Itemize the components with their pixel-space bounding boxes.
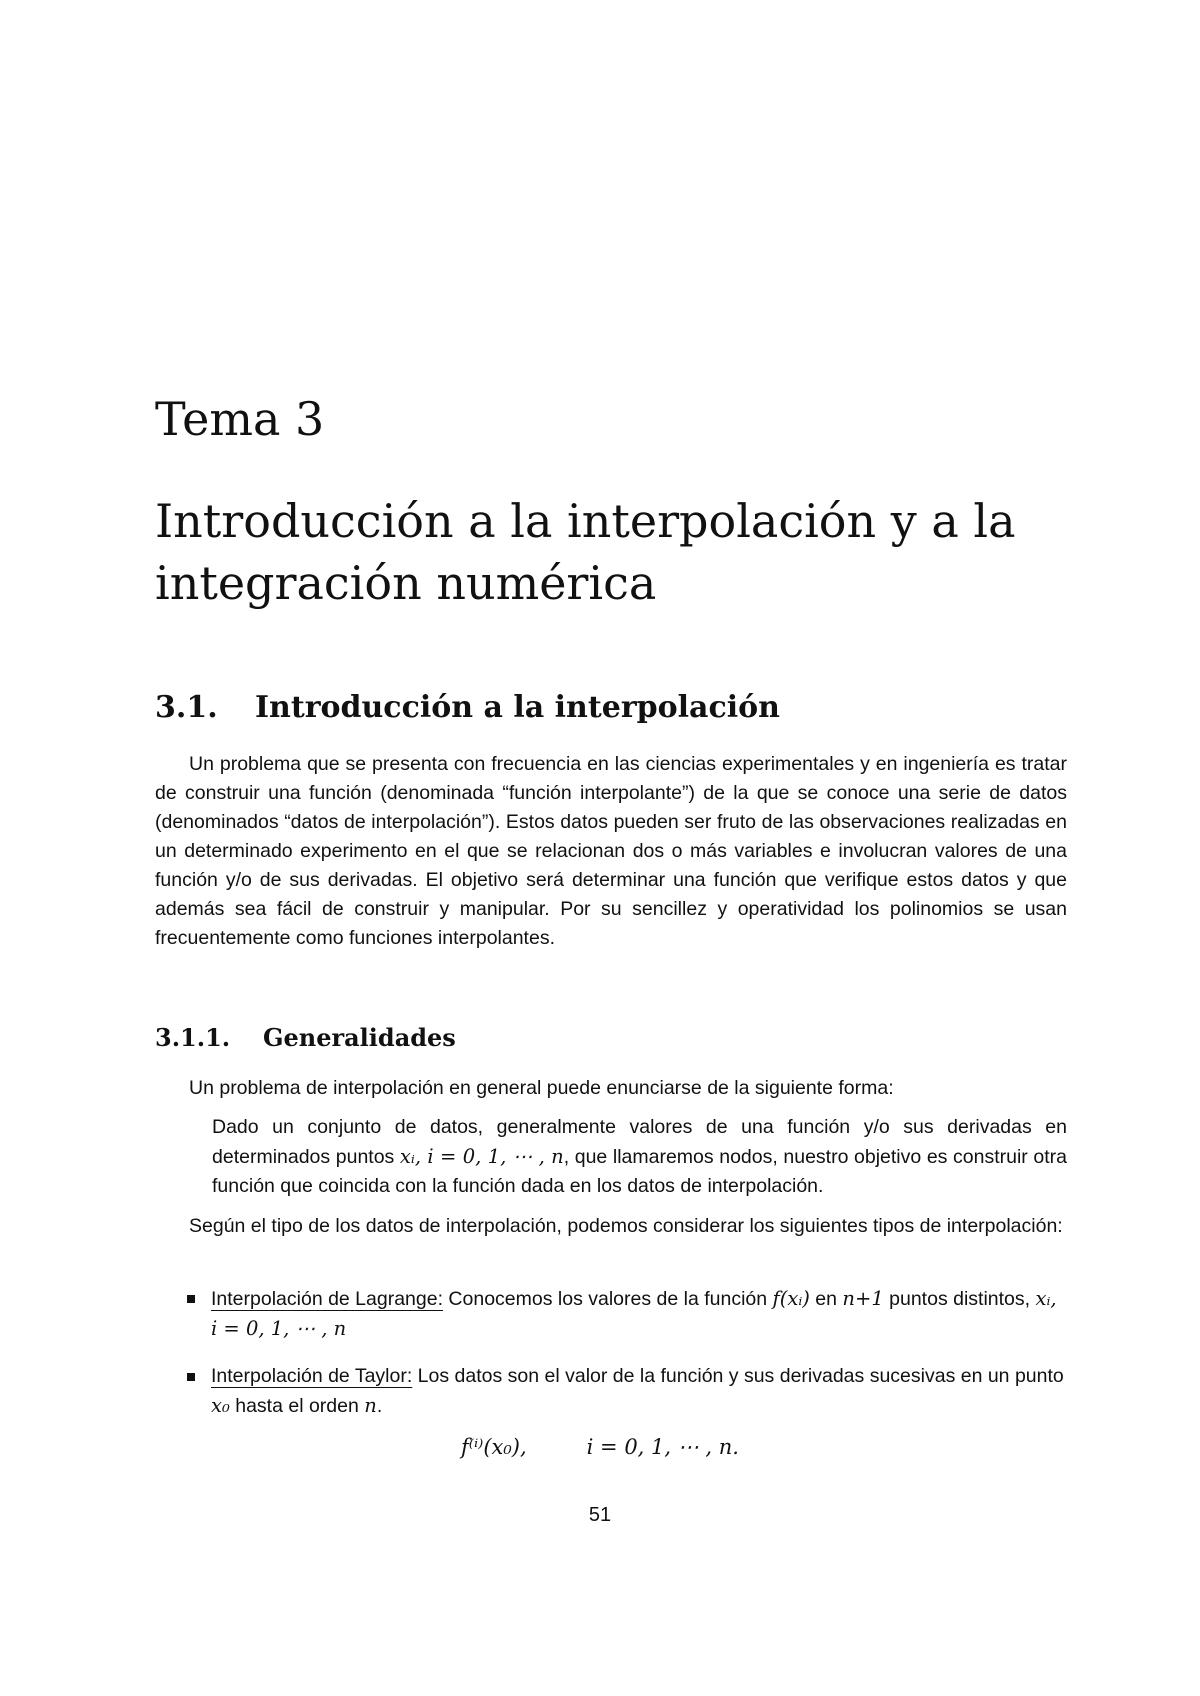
lagrange-text-2: en — [809, 1288, 843, 1310]
lagrange-math-3: xᵢ, i = 0, 1, ⋯ , n — [211, 1287, 1057, 1340]
list-item-lagrange — [155, 1284, 1067, 1344]
lagrange-text-3: puntos distintos, — [883, 1288, 1036, 1310]
display-formula — [0, 1435, 1200, 1460]
definition-text-2: , que llamaremos nodos, nuestro objetivo es construir otra función que coincida con la función dada en los datos de interpolación. — [212, 1146, 1067, 1197]
types-intro: Según el tipo de los datos de interpolación, podemos considerar los siguientes tipos de interpolación: — [189, 1215, 1063, 1237]
taylor-math-1: x₀ — [211, 1394, 230, 1417]
section-number: 3.1. — [155, 690, 218, 725]
subsection-number: 3.1.1. — [155, 1023, 231, 1052]
section-paragraph: Un problema que se presenta con frecuencia en las ciencias experimentales y en ingeniería es tratar de construir una función (denominada “función interpolante”) de la que se conoce una serie de datos (denominados “datos de interpolación”). Estos datos pueden ser fruto de las observaciones realizadas en un determinado experimento en el que se relacionan dos o más variables e involucran valores de una función y/o de sus derivadas. El objetivo será determinar una función que verifique estos datos y que además sea fácil de construir y manipular. Por su sencillez y operatividad los polinomios se usan frecuentemente como funciones interpolantes. — [155, 753, 1067, 949]
section-heading — [155, 690, 780, 726]
lagrange-math-1: f(xᵢ) — [772, 1287, 810, 1310]
definition-text-1: Dado un conjunto de datos, generalmente valores de una función y/o sus derivadas en determinados puntos — [212, 1116, 1067, 1168]
lagrange-text-1: Conocemos los valores de la función — [443, 1288, 773, 1310]
taylor-math-2: n — [364, 1394, 377, 1417]
interpolation-types-list — [155, 1284, 1067, 1439]
square-bullet-icon — [187, 1373, 195, 1381]
taylor-term: Interpolación de Taylor: — [211, 1365, 413, 1387]
list-item-taylor — [155, 1362, 1067, 1421]
chapter-label: Tema 3 — [155, 392, 325, 446]
definition-block — [212, 1113, 1067, 1201]
section-title: Introducción a la interpolación — [255, 690, 780, 725]
formula-left: f⁽ⁱ⁾(x₀), — [461, 1435, 527, 1459]
lagrange-math-2: n+1 — [842, 1287, 884, 1310]
lagrange-term: Interpolación de Lagrange: — [211, 1288, 444, 1310]
page-number: 51 — [588, 1504, 612, 1526]
subsection-title: Generalidades — [263, 1023, 456, 1052]
subsection-heading — [155, 1024, 456, 1053]
chapter-title: Introducción a la interpolación y a la integración numérica — [155, 494, 1016, 610]
formula-right: i = 0, 1, ⋯ , n. — [586, 1435, 739, 1459]
taylor-text-2: hasta el orden — [229, 1395, 365, 1417]
taylor-text-3: . — [376, 1395, 383, 1417]
taylor-text-1: Los datos son el valor de la función y sus derivadas sucesivas en un punto — [412, 1365, 1064, 1387]
square-bullet-icon — [187, 1295, 195, 1303]
subsection-intro: Un problema de interpolación en general puede enunciarse de la siguiente forma: — [189, 1077, 894, 1099]
definition-math: xᵢ, i = 0, 1, ⋯ , n — [399, 1145, 564, 1168]
